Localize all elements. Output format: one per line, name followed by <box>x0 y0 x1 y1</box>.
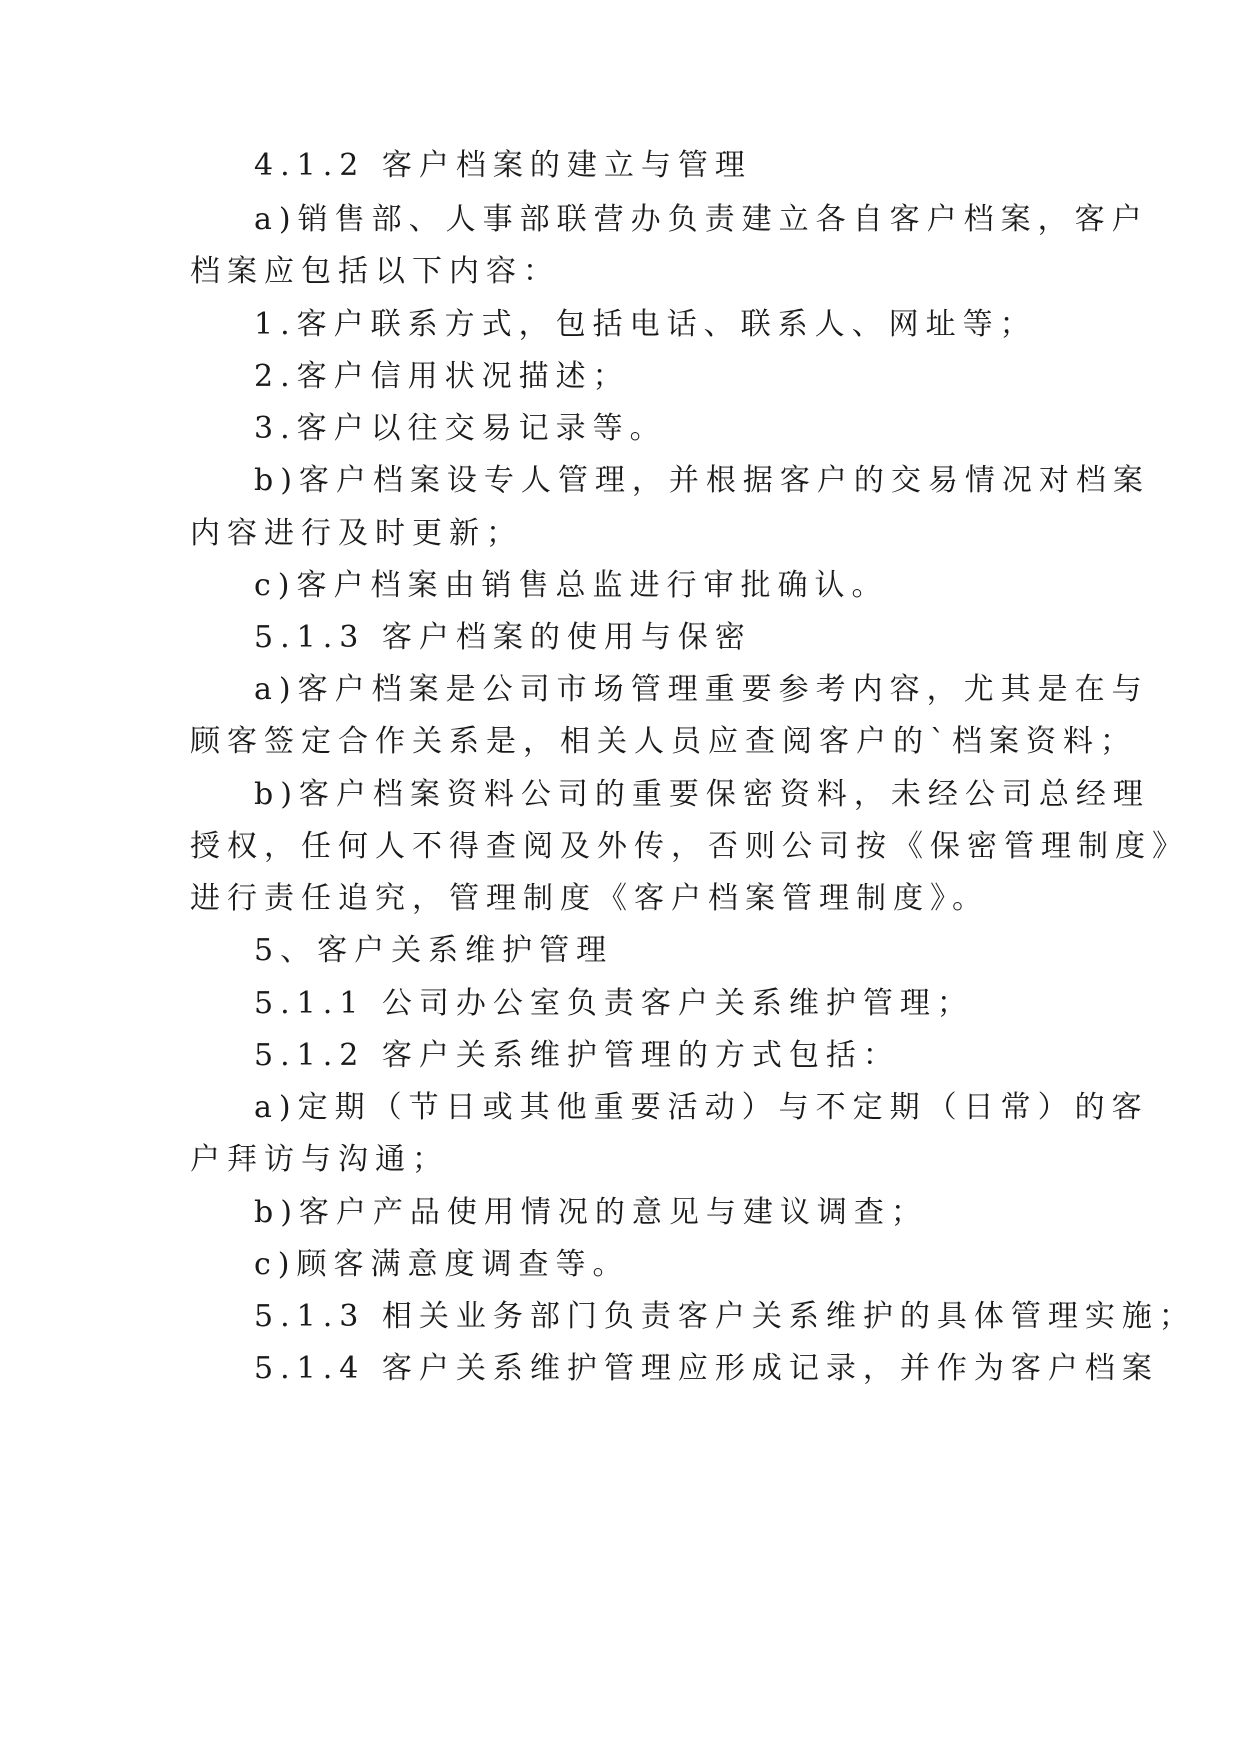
section-heading: 5.1.3 客户档案的使用与保密 <box>254 620 752 655</box>
paragraph-line: b)客户档案设专人管理，并根据客户的交易情况对档案 <box>254 463 1150 498</box>
paragraph-line: 档案应包括以下内容： <box>190 254 560 289</box>
list-item: 户拜访与沟通； <box>190 1142 449 1177</box>
list-item: c)顾客满意度调查等。 <box>254 1247 630 1282</box>
paragraph-line: 顾客签定合作关系是，相关人员应查阅客户的`档案资料； <box>190 724 1137 759</box>
list-item: 3.客户以往交易记录等。 <box>254 411 667 446</box>
paragraph-line: 5.1.1 公司办公室负责客户关系维护管理； <box>254 986 974 1021</box>
paragraph-line: 5.1.3 相关业务部门负责客户关系维护的具体管理实施； <box>254 1299 1196 1334</box>
section-heading: 5、客户关系维护管理 <box>254 933 614 968</box>
list-item: 1.客户联系方式，包括电话、联系人、网址等； <box>254 307 1037 342</box>
paragraph-line: 授权，任何人不得查阅及外传，否则公司按《保密管理制度》 <box>190 829 1189 864</box>
paragraph-line: 5.1.4 客户关系维护管理应形成记录，并作为客户档案 <box>254 1351 1159 1386</box>
section-heading: 4.1.2 客户档案的建立与管理 <box>254 148 752 183</box>
paragraph-line: a)销售部、人事部联营办负责建立各自客户档案，客户 <box>254 202 1149 237</box>
paragraph-line: c)客户档案由销售总监进行审批确认。 <box>254 568 889 603</box>
paragraph-line: 内容进行及时更新； <box>190 516 523 551</box>
paragraph-line: 5.1.2 客户关系维护管理的方式包括： <box>254 1038 900 1073</box>
list-item: 2.客户信用状况描述； <box>254 359 630 394</box>
paragraph-line: a)客户档案是公司市场管理重要参考内容，尤其是在与 <box>254 672 1149 707</box>
list-item: a)定期（节日或其他重要活动）与不定期（日常）的客 <box>254 1090 1149 1125</box>
list-item: b)客户产品使用情况的意见与建议调查； <box>254 1195 928 1230</box>
paragraph-line: b)客户档案资料公司的重要保密资料，未经公司总经理 <box>254 777 1150 812</box>
paragraph-line: 进行责任追究，管理制度《客户档案管理制度》。 <box>190 881 989 916</box>
